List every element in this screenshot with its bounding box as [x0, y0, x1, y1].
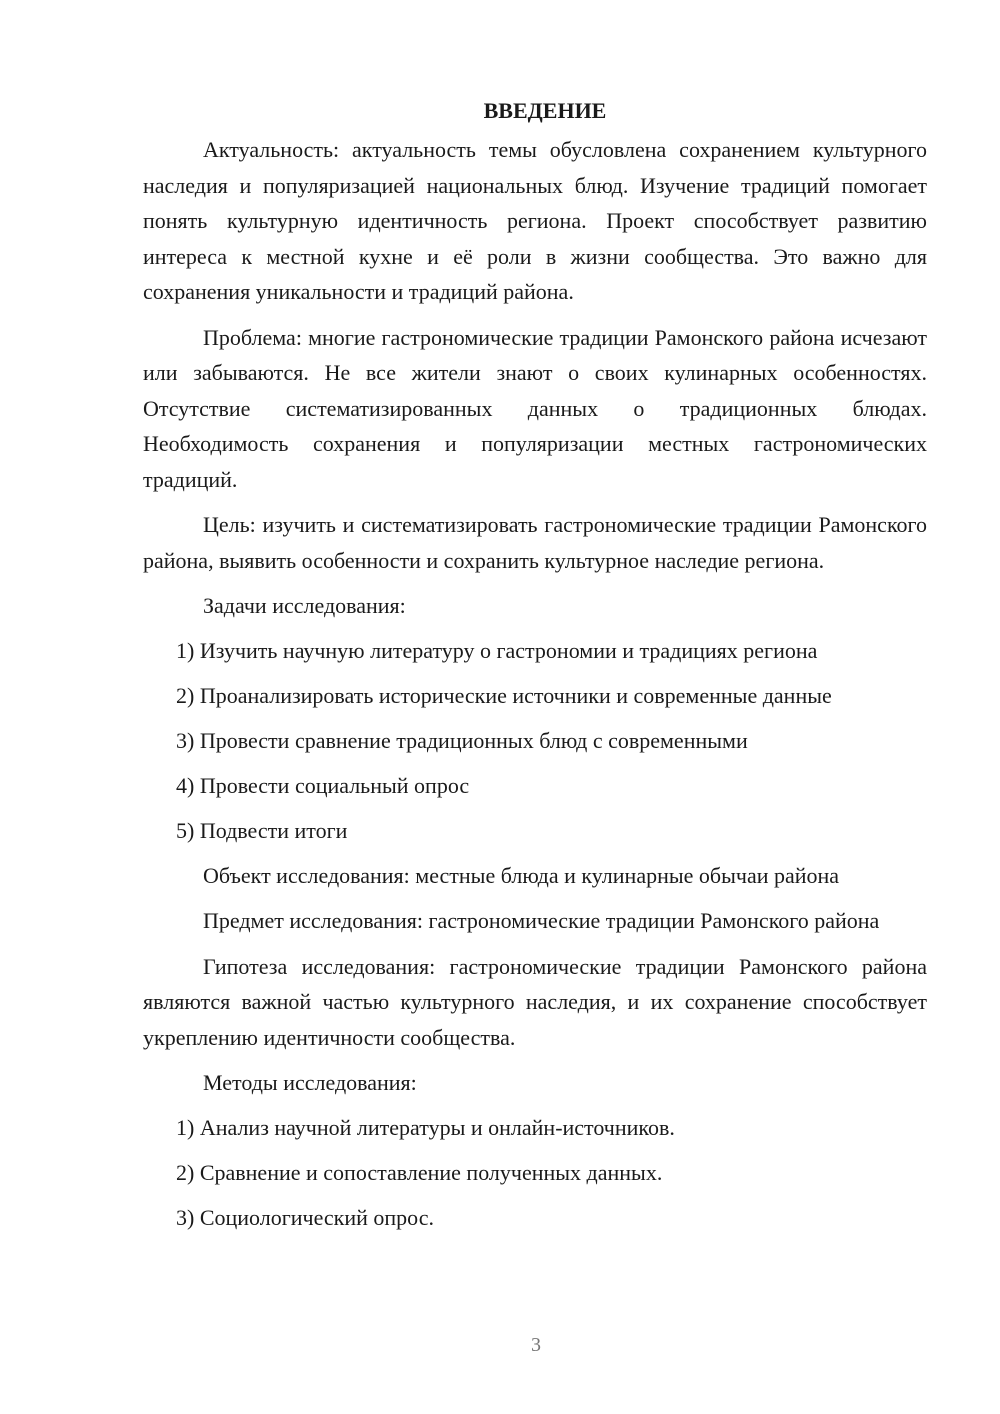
methods-list [143, 1110, 927, 1235]
page-number: 3 [531, 1334, 541, 1356]
hypothesis-paragraph: Гипотеза исследования: гастрономические традиции Рамонского района являются важной частью культурного наследия, и их сохранение способствует укреплению идентичности сообщества. [143, 953, 927, 1050]
list-item: 3) Провести сравнение традиционных блюд с современными [176, 728, 748, 753]
object-line: Объект исследования: местные блюда и кулинарные обычаи района [203, 863, 840, 888]
tasks-title: Задачи исследования: [203, 593, 406, 618]
list-item: 4) Провести социальный опрос [176, 773, 470, 798]
document-page [143, 96, 927, 1245]
list-item: 3) Социологический опрос. [176, 1205, 434, 1230]
list-item: 1) Анализ научной литературы и онлайн-источников. [176, 1115, 675, 1140]
list-item: 2) Проанализировать исторические источники и современные данные [176, 683, 832, 708]
methods-title: Методы исследования: [203, 1070, 417, 1095]
list-item: 2) Сравнение и сопоставление полученных данных. [176, 1160, 663, 1185]
problem-paragraph: Проблема: многие гастрономические традиции Рамонского района исчезают или забываются. Не все жители знают о своих кулинарных особенностях. Отсутствие систематизированных данных о традиционных блюдах. Необходимость сохранения и популяризации местных гастрономических традиций. [143, 324, 927, 492]
list-item: 1) Изучить научную литературу о гастрономии и традициях региона [176, 638, 818, 663]
subject-paragraph: Предмет исследования: гастрономические традиции Рамонского района [203, 908, 880, 933]
page-title: ВВЕДЕНИЕ [483, 98, 607, 123]
list-item: 5) Подвести итоги [176, 818, 348, 843]
tasks-list [143, 633, 927, 848]
relevance-paragraph: Актуальность: актуальность темы обусловлена сохранением культурного наследия и популяризацией национальных блюд. Изучение традиций помогает понять культурную идентичность региона. Проект способствует развитию интереса к местной кухне и её роли в жизни сообщества. Это важно для сохранения уникальности и традиций района. [143, 137, 927, 304]
goal-paragraph: Цель: изучить и систематизировать гастрономические традиции Рамонского района, выявить особенности и сохранить культурное наследие региона. [143, 512, 927, 573]
